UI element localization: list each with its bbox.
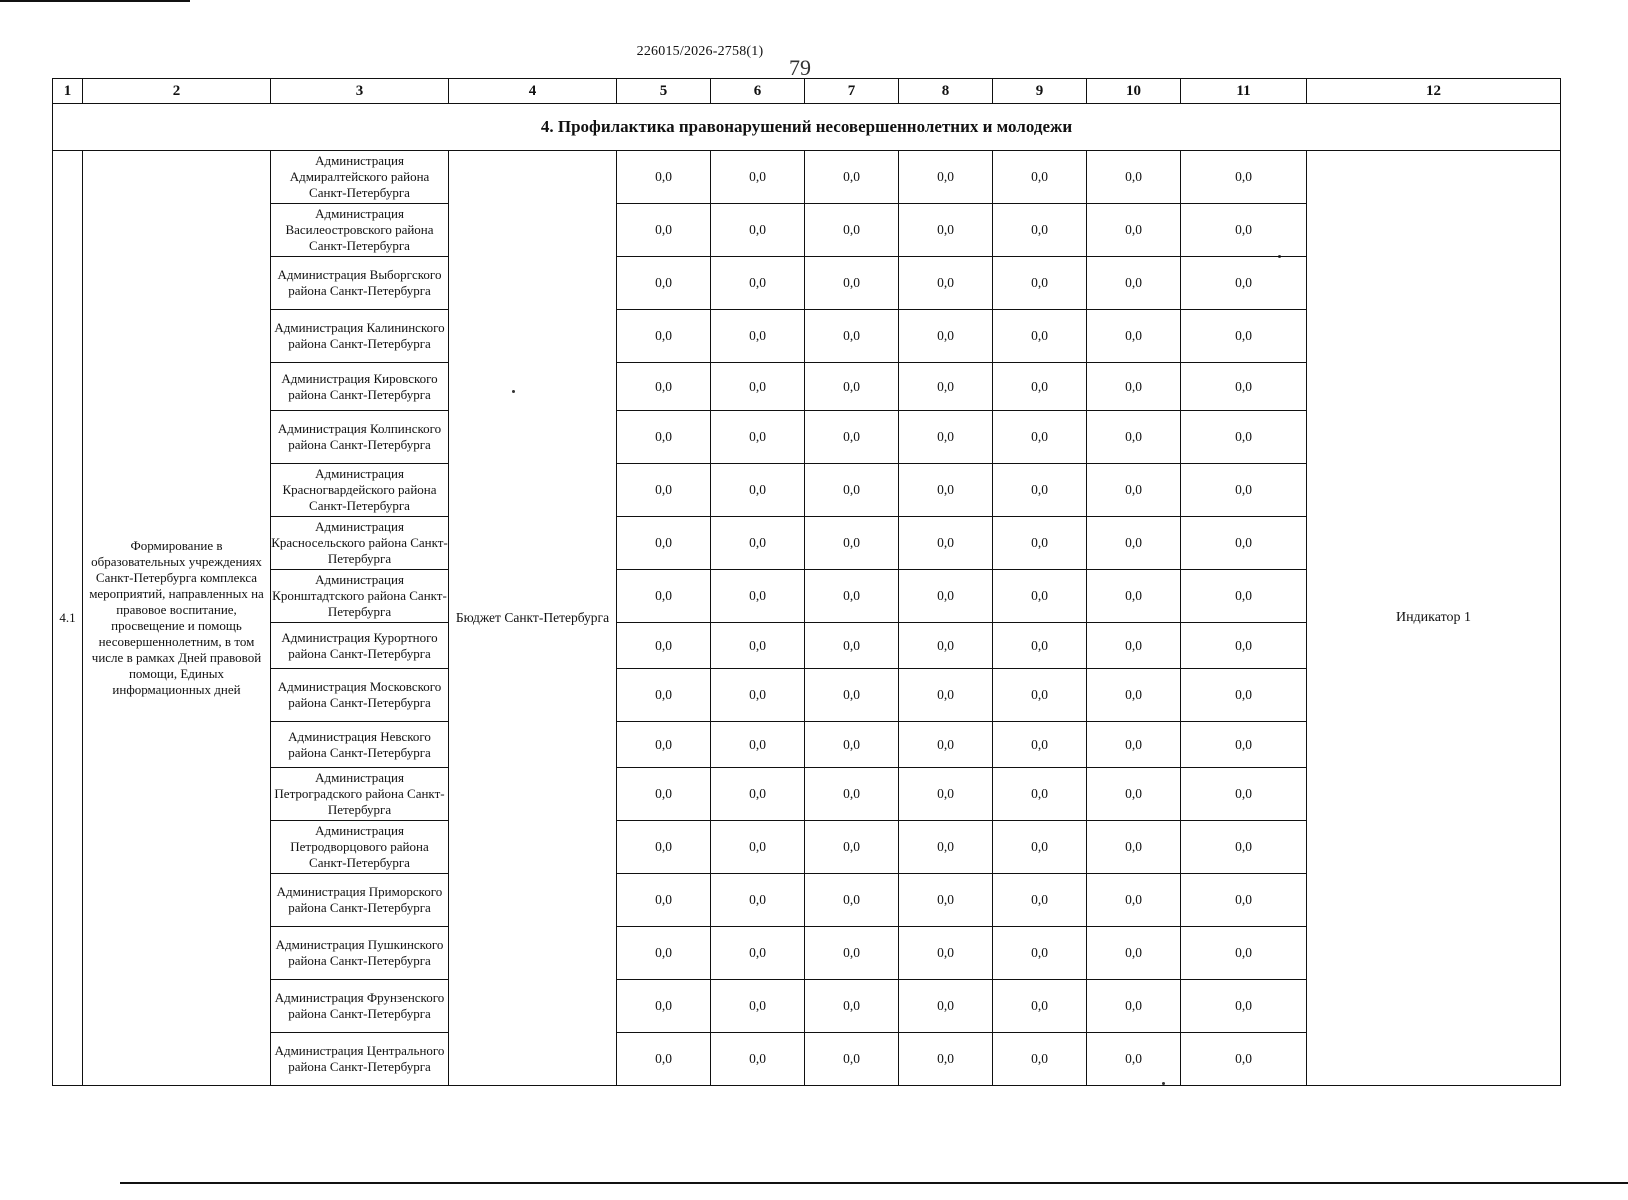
- section-row: [53, 104, 1561, 151]
- value-cell: 0,0: [617, 821, 711, 874]
- executor-cell: Администрация Центрального района Санкт-Петербурга: [271, 1033, 449, 1086]
- value-cell: 0,0: [899, 821, 993, 874]
- value-cell: 0,0: [617, 517, 711, 570]
- value-cell: 0,0: [617, 623, 711, 669]
- value-cell: 0,0: [805, 257, 899, 310]
- value-cell: 0,0: [1181, 1033, 1307, 1086]
- value-cell: 0,0: [993, 821, 1087, 874]
- task-description: Формирование в образовательных учреждениях Санкт-Петербурга комплекса мероприятий, направленных на правовое воспитание, просвещение и помощь несовершеннолетним, в том числе в рамках Дней правовой помощи, Единых информационных дней: [83, 151, 271, 1086]
- executor-cell: Администрация Колпинского района Санкт-Петербурга: [271, 411, 449, 464]
- column-header-3: 3: [271, 79, 449, 104]
- value-cell: 0,0: [1181, 570, 1307, 623]
- scan-edge-top: [0, 0, 190, 2]
- column-number-row: [53, 79, 1561, 104]
- value-cell: 0,0: [993, 310, 1087, 363]
- executor-cell: Администрация Выборгского района Санкт-Петербурга: [271, 257, 449, 310]
- value-cell: 0,0: [711, 768, 805, 821]
- value-cell: 0,0: [711, 874, 805, 927]
- value-cell: 0,0: [1181, 411, 1307, 464]
- value-cell: 0,0: [711, 623, 805, 669]
- value-cell: 0,0: [617, 669, 711, 722]
- value-cell: 0,0: [711, 257, 805, 310]
- value-cell: 0,0: [1087, 980, 1181, 1033]
- column-header-4: 4: [449, 79, 617, 104]
- value-cell: 0,0: [993, 517, 1087, 570]
- value-cell: 0,0: [1181, 363, 1307, 411]
- executor-cell: Администрация Василеостровского района Санкт-Петербурга: [271, 204, 449, 257]
- value-cell: 0,0: [1181, 151, 1307, 204]
- value-cell: 0,0: [1087, 204, 1181, 257]
- value-cell: 0,0: [1087, 623, 1181, 669]
- executor-cell: Администрация Кронштадтского района Санкт-Петербурга: [271, 570, 449, 623]
- value-cell: 0,0: [899, 517, 993, 570]
- executor-cell: Администрация Петроградского района Санкт-Петербурга: [271, 768, 449, 821]
- executor-cell: Администрация Приморского района Санкт-Петербурга: [271, 874, 449, 927]
- section-title: 4. Профилактика правонарушений несовершеннолетних и молодежи: [53, 104, 1561, 151]
- value-cell: 0,0: [711, 204, 805, 257]
- value-cell: 0,0: [617, 1033, 711, 1086]
- value-cell: 0,0: [617, 411, 711, 464]
- value-cell: 0,0: [993, 980, 1087, 1033]
- value-cell: 0,0: [1087, 411, 1181, 464]
- value-cell: 0,0: [899, 204, 993, 257]
- value-cell: 0,0: [711, 464, 805, 517]
- value-cell: 0,0: [617, 722, 711, 768]
- value-cell: 0,0: [1181, 722, 1307, 768]
- value-cell: 0,0: [1181, 623, 1307, 669]
- value-cell: 0,0: [617, 310, 711, 363]
- value-cell: 0,0: [805, 151, 899, 204]
- value-cell: 0,0: [711, 980, 805, 1033]
- value-cell: 0,0: [993, 768, 1087, 821]
- column-header-2: 2: [83, 79, 271, 104]
- value-cell: 0,0: [711, 310, 805, 363]
- value-cell: 0,0: [617, 570, 711, 623]
- column-header-9: 9: [993, 79, 1087, 104]
- value-cell: 0,0: [617, 257, 711, 310]
- value-cell: 0,0: [1181, 257, 1307, 310]
- value-cell: 0,0: [993, 411, 1087, 464]
- value-cell: 0,0: [805, 363, 899, 411]
- value-cell: 0,0: [1181, 310, 1307, 363]
- row-index: 4.1: [53, 151, 83, 1086]
- executor-cell: Администрация Адмиралтейского района Санкт-Петербурга: [271, 151, 449, 204]
- executor-cell: Администрация Невского района Санкт-Петербурга: [271, 722, 449, 768]
- value-cell: 0,0: [993, 257, 1087, 310]
- value-cell: 0,0: [711, 411, 805, 464]
- value-cell: 0,0: [1087, 669, 1181, 722]
- indicator-cell: Индикатор 1: [1307, 151, 1561, 1086]
- value-cell: 0,0: [1087, 821, 1181, 874]
- value-cell: 0,0: [899, 570, 993, 623]
- value-cell: 0,0: [1087, 768, 1181, 821]
- value-cell: 0,0: [1181, 464, 1307, 517]
- value-cell: 0,0: [899, 257, 993, 310]
- value-cell: 0,0: [711, 722, 805, 768]
- value-cell: 0,0: [1181, 821, 1307, 874]
- page-number: 79: [789, 55, 811, 80]
- value-cell: 0,0: [899, 363, 993, 411]
- column-header-7: 7: [805, 79, 899, 104]
- value-cell: 0,0: [711, 570, 805, 623]
- executor-cell: Администрация Фрунзенского района Санкт-Петербурга: [271, 980, 449, 1033]
- value-cell: 0,0: [899, 623, 993, 669]
- value-cell: 0,0: [617, 980, 711, 1033]
- value-cell: 0,0: [1087, 570, 1181, 623]
- value-cell: 0,0: [617, 204, 711, 257]
- value-cell: 0,0: [1087, 151, 1181, 204]
- value-cell: 0,0: [993, 669, 1087, 722]
- value-cell: 0,0: [1087, 363, 1181, 411]
- value-cell: 0,0: [805, 1033, 899, 1086]
- value-cell: 0,0: [711, 151, 805, 204]
- value-cell: 0,0: [617, 151, 711, 204]
- value-cell: 0,0: [899, 722, 993, 768]
- executor-cell: Администрация Московского района Санкт-Петербурга: [271, 669, 449, 722]
- value-cell: 0,0: [993, 874, 1087, 927]
- value-cell: 0,0: [711, 669, 805, 722]
- value-cell: 0,0: [899, 874, 993, 927]
- value-cell: 0,0: [993, 363, 1087, 411]
- column-header-8: 8: [899, 79, 993, 104]
- column-header-1: 1: [53, 79, 83, 104]
- value-cell: 0,0: [1087, 874, 1181, 927]
- value-cell: 0,0: [711, 927, 805, 980]
- value-cell: 0,0: [993, 1033, 1087, 1086]
- value-cell: 0,0: [1087, 927, 1181, 980]
- value-cell: 0,0: [805, 927, 899, 980]
- executor-cell: Администрация Красносельского района Санкт-Петербурга: [271, 517, 449, 570]
- value-cell: 0,0: [899, 464, 993, 517]
- value-cell: 0,0: [805, 669, 899, 722]
- value-cell: 0,0: [899, 927, 993, 980]
- value-cell: 0,0: [1181, 204, 1307, 257]
- column-header-12: 12: [1307, 79, 1561, 104]
- executor-cell: Администрация Калининского района Санкт-Петербурга: [271, 310, 449, 363]
- executor-cell: Администрация Пушкинского района Санкт-Петербурга: [271, 927, 449, 980]
- value-cell: 0,0: [1181, 517, 1307, 570]
- column-header-11: 11: [1181, 79, 1307, 104]
- value-cell: 0,0: [805, 623, 899, 669]
- column-header-5: 5: [617, 79, 711, 104]
- executor-cell: Администрация Петродворцового района Санкт-Петербурга: [271, 821, 449, 874]
- value-cell: 0,0: [805, 821, 899, 874]
- value-cell: 0,0: [993, 927, 1087, 980]
- value-cell: 0,0: [711, 517, 805, 570]
- value-cell: 0,0: [617, 363, 711, 411]
- executor-cell: Администрация Курортного района Санкт-Петербурга: [271, 623, 449, 669]
- value-cell: 0,0: [1087, 310, 1181, 363]
- value-cell: 0,0: [805, 204, 899, 257]
- funding-source: Бюджет Санкт-Петербурга: [449, 151, 617, 1086]
- value-cell: 0,0: [805, 517, 899, 570]
- value-cell: 0,0: [805, 570, 899, 623]
- column-header-10: 10: [1087, 79, 1181, 104]
- value-cell: 0,0: [899, 411, 993, 464]
- value-cell: 0,0: [711, 1033, 805, 1086]
- column-header-6: 6: [711, 79, 805, 104]
- value-cell: 0,0: [805, 980, 899, 1033]
- value-cell: 0,0: [993, 204, 1087, 257]
- value-cell: 0,0: [899, 1033, 993, 1086]
- value-cell: 0,0: [899, 980, 993, 1033]
- program-table: [52, 78, 1561, 1086]
- value-cell: 0,0: [899, 768, 993, 821]
- value-cell: 0,0: [993, 623, 1087, 669]
- value-cell: 0,0: [711, 821, 805, 874]
- value-cell: 0,0: [993, 570, 1087, 623]
- value-cell: 0,0: [993, 722, 1087, 768]
- value-cell: 0,0: [1087, 517, 1181, 570]
- value-cell: 0,0: [805, 411, 899, 464]
- value-cell: 0,0: [1181, 927, 1307, 980]
- table-row: [53, 151, 1561, 204]
- scan-edge-bottom: [120, 1182, 1628, 1184]
- value-cell: 0,0: [1181, 768, 1307, 821]
- value-cell: 0,0: [1087, 722, 1181, 768]
- value-cell: 0,0: [617, 927, 711, 980]
- value-cell: 0,0: [617, 768, 711, 821]
- value-cell: 0,0: [805, 768, 899, 821]
- value-cell: 0,0: [993, 151, 1087, 204]
- value-cell: 0,0: [805, 874, 899, 927]
- value-cell: 0,0: [1087, 464, 1181, 517]
- value-cell: 0,0: [805, 722, 899, 768]
- executor-cell: Администрация Красногвардейского района Санкт-Петербурга: [271, 464, 449, 517]
- value-cell: 0,0: [1087, 1033, 1181, 1086]
- document-reference-number: 226015/2026-2758(1): [636, 44, 764, 59]
- value-cell: 0,0: [805, 464, 899, 517]
- value-cell: 0,0: [1087, 257, 1181, 310]
- value-cell: 0,0: [617, 874, 711, 927]
- executor-cell: Администрация Кировского района Санкт-Петербурга: [271, 363, 449, 411]
- value-cell: 0,0: [899, 669, 993, 722]
- value-cell: 0,0: [617, 464, 711, 517]
- value-cell: 0,0: [1181, 874, 1307, 927]
- value-cell: 0,0: [1181, 980, 1307, 1033]
- value-cell: 0,0: [993, 464, 1087, 517]
- value-cell: 0,0: [805, 310, 899, 363]
- value-cell: 0,0: [1181, 669, 1307, 722]
- value-cell: 0,0: [899, 310, 993, 363]
- value-cell: 0,0: [899, 151, 993, 204]
- value-cell: 0,0: [711, 363, 805, 411]
